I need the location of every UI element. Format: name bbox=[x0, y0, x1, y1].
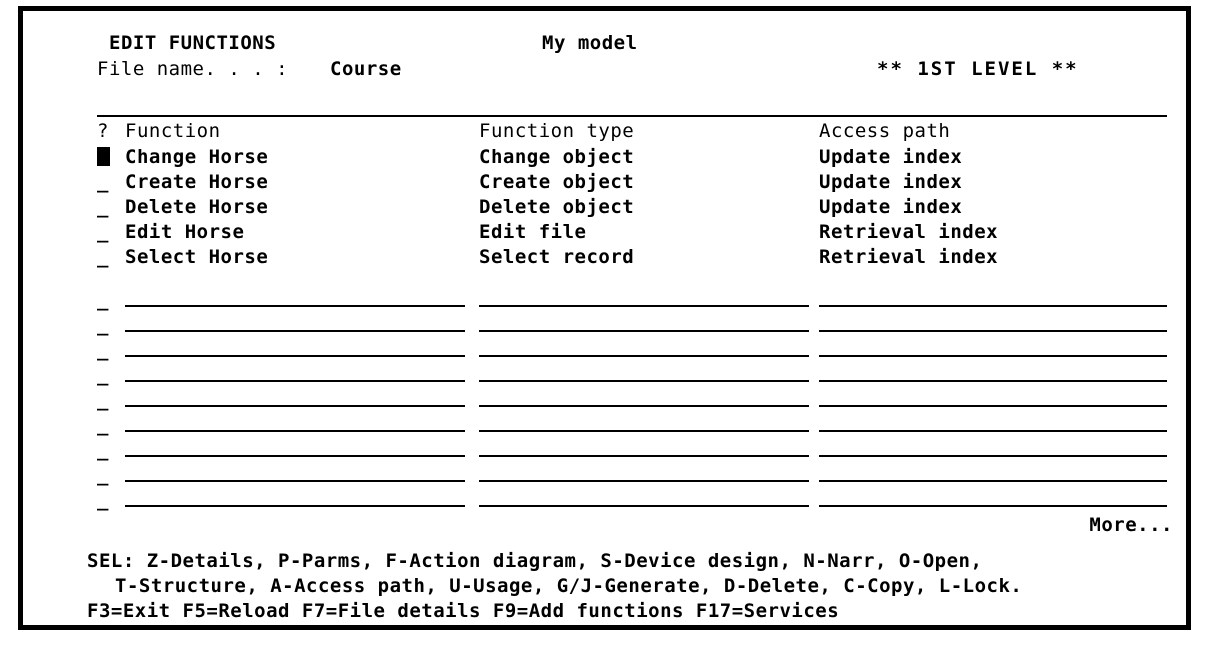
row-access-path: Retrieval index bbox=[819, 221, 999, 243]
row-function: Edit Horse bbox=[125, 221, 245, 243]
empty-field-function[interactable] bbox=[125, 405, 465, 407]
empty-field-access-path bbox=[819, 305, 1167, 307]
row-function-type: Change object bbox=[479, 146, 635, 168]
row-function: Select Horse bbox=[125, 246, 269, 268]
legend-line-1: SEL: Z-Details, P-Parms, F-Action diagram, S-Device design, N-Narr, O-Open, bbox=[87, 550, 983, 572]
empty-field-function-type bbox=[479, 355, 809, 357]
row-select-field[interactable]: _ bbox=[97, 464, 109, 486]
table-row[interactable] bbox=[87, 145, 1177, 170]
empty-field-access-path bbox=[819, 430, 1167, 432]
row-select-field[interactable]: _ bbox=[97, 489, 109, 511]
row-access-path: Update index bbox=[819, 196, 963, 218]
table-row[interactable] bbox=[87, 220, 1177, 245]
row-select-field[interactable]: _ bbox=[97, 196, 109, 218]
table-row[interactable] bbox=[87, 170, 1177, 195]
empty-field-function-type bbox=[479, 330, 809, 332]
empty-field-function[interactable] bbox=[125, 330, 465, 332]
table-row-empty[interactable] bbox=[87, 438, 1177, 463]
row-select-field[interactable]: _ bbox=[97, 414, 109, 436]
terminal-content bbox=[87, 31, 1177, 622]
empty-field-function-type bbox=[479, 430, 809, 432]
column-header-function: Function bbox=[125, 120, 221, 142]
empty-field-access-path bbox=[819, 505, 1167, 507]
empty-field-function[interactable] bbox=[125, 380, 465, 382]
empty-field-function[interactable] bbox=[125, 505, 465, 507]
table-row-empty[interactable] bbox=[87, 388, 1177, 413]
row-function-type: Create object bbox=[479, 171, 635, 193]
file-name-label: File name. . . : bbox=[97, 58, 289, 80]
table-row-empty[interactable] bbox=[87, 338, 1177, 363]
more-indicator: More... bbox=[1089, 514, 1173, 536]
empty-field-function-type bbox=[479, 480, 809, 482]
row-select-field[interactable]: _ bbox=[97, 389, 109, 411]
empty-field-function[interactable] bbox=[125, 305, 465, 307]
legend-line-3: F3=Exit F5=Reload F7=File details F9=Add functions F17=Services bbox=[87, 600, 840, 622]
row-access-path: Update index bbox=[819, 146, 963, 168]
row-function-type: Delete object bbox=[479, 196, 635, 218]
legend-line-2: T-Structure, A-Access path, U-Usage, G/J-Generate, D-Delete, C-Copy, L-Lock. bbox=[115, 575, 1023, 597]
column-header-access-path: Access path bbox=[819, 120, 951, 142]
header-divider bbox=[97, 115, 1167, 117]
row-function: Create Horse bbox=[125, 171, 269, 193]
empty-field-access-path bbox=[819, 455, 1167, 457]
empty-field-function-type bbox=[479, 455, 809, 457]
empty-field-function[interactable] bbox=[125, 430, 465, 432]
empty-field-function-type bbox=[479, 405, 809, 407]
empty-field-access-path bbox=[819, 405, 1167, 407]
column-header-function-type: Function type bbox=[479, 120, 635, 142]
row-select-field[interactable]: _ bbox=[97, 246, 109, 268]
empty-field-function-type bbox=[479, 505, 809, 507]
empty-field-function[interactable] bbox=[125, 355, 465, 357]
more-row bbox=[87, 513, 1177, 538]
empty-field-function[interactable] bbox=[125, 455, 465, 457]
row-function-type: Edit file bbox=[479, 221, 587, 243]
row-function: Delete Horse bbox=[125, 196, 269, 218]
screen-bezel bbox=[18, 6, 1191, 630]
row-select-field[interactable] bbox=[97, 147, 110, 166]
row-function-type: Select record bbox=[479, 246, 635, 268]
empty-field-function[interactable] bbox=[125, 480, 465, 482]
table-row[interactable] bbox=[87, 245, 1177, 270]
row-select-field[interactable]: _ bbox=[97, 314, 109, 336]
empty-field-access-path bbox=[819, 330, 1167, 332]
function-list bbox=[87, 145, 1177, 538]
empty-field-access-path bbox=[819, 380, 1167, 382]
file-name-value[interactable]: Course bbox=[330, 58, 402, 80]
row-select-field[interactable]: _ bbox=[97, 289, 109, 311]
empty-field-access-path bbox=[819, 480, 1167, 482]
table-row-empty[interactable] bbox=[87, 488, 1177, 513]
model-name: My model bbox=[542, 32, 638, 54]
row-select-field[interactable]: _ bbox=[97, 221, 109, 243]
row-select-field[interactable]: _ bbox=[97, 339, 109, 361]
column-header-select: ? bbox=[97, 120, 109, 142]
table-row-empty[interactable] bbox=[87, 363, 1177, 388]
screen-header bbox=[87, 31, 1177, 81]
column-headers bbox=[87, 119, 1177, 145]
row-select-field[interactable]: _ bbox=[97, 439, 109, 461]
screen-inner bbox=[47, 23, 1173, 622]
row-select-field[interactable]: _ bbox=[97, 364, 109, 386]
table-row[interactable] bbox=[87, 195, 1177, 220]
table-row-empty[interactable] bbox=[87, 313, 1177, 338]
page-title: EDIT FUNCTIONS bbox=[109, 32, 277, 54]
table-row-empty[interactable] bbox=[87, 288, 1177, 313]
level-indicator: ** 1ST LEVEL ** bbox=[877, 58, 1079, 80]
table-row-empty[interactable] bbox=[87, 413, 1177, 438]
empty-field-function-type bbox=[479, 380, 809, 382]
empty-field-access-path bbox=[819, 355, 1167, 357]
row-select-field[interactable]: _ bbox=[97, 171, 109, 193]
row-access-path: Update index bbox=[819, 171, 963, 193]
table-row-empty[interactable] bbox=[87, 463, 1177, 488]
empty-field-function-type bbox=[479, 305, 809, 307]
row-access-path: Retrieval index bbox=[819, 246, 999, 268]
row-function: Change Horse bbox=[125, 146, 269, 168]
